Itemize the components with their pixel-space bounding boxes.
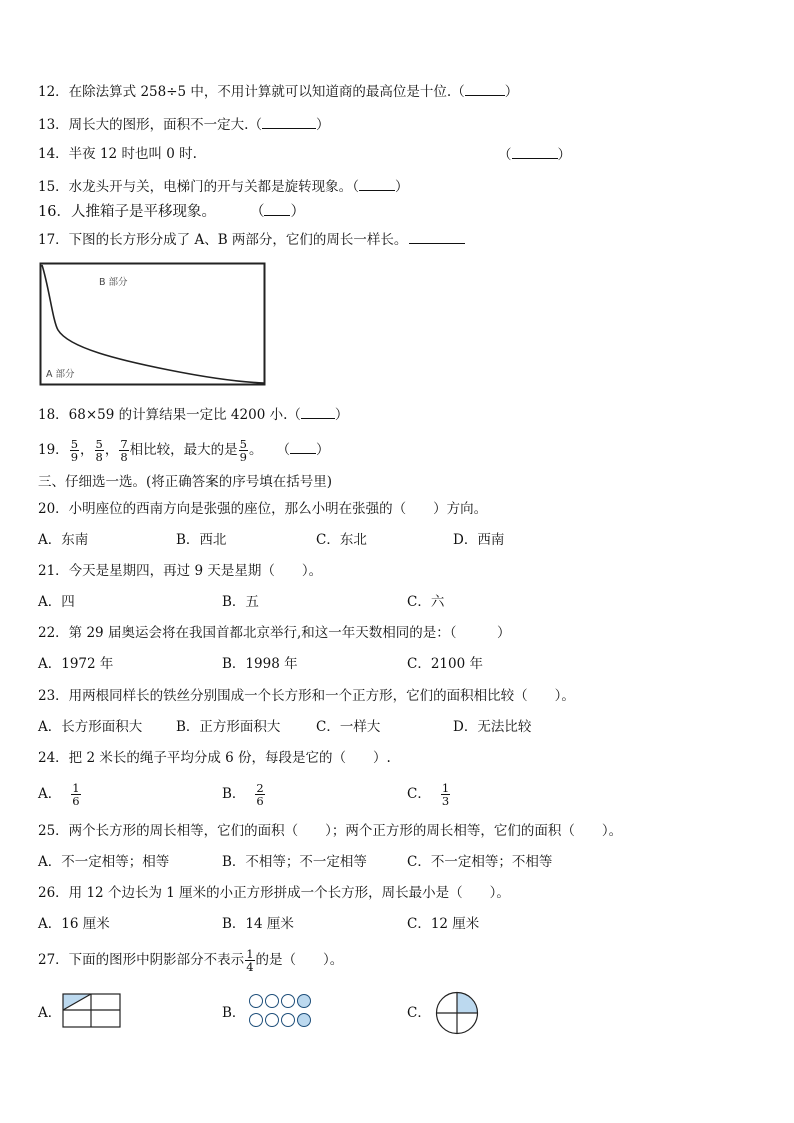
option-a[interactable]: A．长方形面积大 <box>38 719 143 735</box>
option-b[interactable]: B． <box>222 1005 246 1021</box>
option-c[interactable]: C．2100 年 <box>407 656 483 672</box>
fraction: $\frac{1}{3}$ <box>441 781 450 808</box>
option-a[interactable]: A．东南 <box>38 532 89 548</box>
option-c[interactable]: C． <box>407 1005 431 1021</box>
fraction: $\frac{2}{6}$ <box>256 781 264 808</box>
question-15: 15．水龙头开与关，电梯门的开与关都是旋转现象。（ ） <box>38 179 409 195</box>
option-d[interactable]: D．无法比较 <box>453 719 532 735</box>
option-a[interactable]: A．1972 年 <box>38 656 114 672</box>
question-text: 15．水龙头开与关，电梯门的开与关都是旋转现象。 <box>38 179 353 195</box>
fraction: $\frac{5}{9}$ <box>239 437 247 464</box>
question-21: 21．今天是星期四，再过 9 天是星期（ ）。 <box>38 563 323 579</box>
fraction: $\frac{5}{8}$ <box>95 437 103 464</box>
fraction: $\frac{7}{8}$ <box>120 437 128 464</box>
rectangle-quarters-figure[interactable] <box>62 993 122 1029</box>
option-b[interactable]: B．五 <box>222 594 259 610</box>
option-a[interactable]: A． $\frac{1}{6}$ <box>38 781 80 808</box>
question-19: 19． $\frac{5}{9}$ ， $\frac{5}{8}$ ， $\frac{7}{8}$ 相比较，最大的是 $\frac{5}{9}$ 。 （ ） <box>38 437 330 464</box>
answer-blank[interactable] <box>465 82 505 96</box>
answer-blank[interactable] <box>290 440 316 454</box>
answer-blank[interactable] <box>264 202 290 216</box>
fraction: $\frac{1}{6}$ <box>72 781 80 808</box>
question-13: 13．周长大的图形，面积不一定大.（ ） <box>38 117 330 133</box>
option-b[interactable]: B．1998 年 <box>222 656 298 672</box>
question-text: 12．在除法算式 258÷5 中，不用计算就可以知道商的最高位是十位. <box>38 84 452 100</box>
option-a[interactable]: A．四 <box>38 594 75 610</box>
option-a[interactable]: A．16 厘米 <box>38 916 110 932</box>
option-a[interactable]: A． <box>38 1005 62 1021</box>
option-c[interactable]: C．东北 <box>316 532 367 548</box>
shaded-circle <box>298 1014 311 1027</box>
question-22: 22．第 29 届奥运会将在我国首都北京举行,和这一年天数相同的是：（ ） <box>38 625 511 641</box>
option-d[interactable]: D．西南 <box>453 532 505 548</box>
question-23: 23．用两根同样长的铁丝分别围成一个长方形和一个正方形，它们的面积相比较（ ）。 <box>38 688 575 704</box>
option-b[interactable]: B．不相等；不一定相等 <box>222 854 367 870</box>
option-c[interactable]: C．六 <box>407 594 445 610</box>
fraction: $\frac{1}{4}$ <box>246 947 254 974</box>
answer-blank[interactable] <box>262 115 316 129</box>
question-16: 16．人推箱子是平移现象。 （ ） <box>38 204 305 220</box>
shaded-circle <box>298 995 311 1008</box>
question-text: 13．周长大的图形，面积不一定大. <box>38 117 249 133</box>
question-14 <box>38 145 197 163</box>
question-text: 18．68×59 的计算结果一定比 4200 小. <box>38 407 288 423</box>
answer-blank[interactable] <box>301 405 335 419</box>
question-25: 25．两个长方形的周长相等，它们的面积（ ）；两个正方形的周长相等，它们的面积（ ）。 <box>38 823 623 839</box>
option-b[interactable]: B．14 厘米 <box>222 916 294 932</box>
option-c[interactable]: C．不一定相等；不相等 <box>407 854 553 870</box>
fraction: $\frac{5}{9}$ <box>70 437 79 464</box>
question-18: 18．68×59 的计算结果一定比 4200 小.（ ） <box>38 407 349 423</box>
dividing-curve <box>42 265 264 383</box>
question-12: 12．在除法算式 258÷5 中，不用计算就可以知道商的最高位是十位.（ ） <box>38 84 519 100</box>
question-24: 24．把 2 米长的绳子平均分成 6 份，每段是它的（ ）. <box>38 750 391 766</box>
circles-group-figure[interactable] <box>247 992 317 1030</box>
section-heading: 三、仔细选一选。(将正确答案的序号填在括号里) <box>38 474 333 490</box>
option-a[interactable]: A．不一定相等；相等 <box>38 854 170 870</box>
option-c[interactable]: C．一样大 <box>316 719 381 735</box>
question-text: 16．人推箱子是平移现象。 <box>38 204 216 220</box>
circle-quarters-figure[interactable] <box>434 990 480 1036</box>
question-text: 17．下图的长方形分成了 A、B 两部分，它们的周长一样长。 <box>38 232 408 248</box>
answer-blank[interactable] <box>512 145 558 159</box>
question-text: 14．半夜 12 时也叫 0 时. <box>38 146 197 162</box>
option-b[interactable]: B．西北 <box>176 532 227 548</box>
rectangle-divided-figure <box>39 262 267 388</box>
question-14-paren: （ ） <box>498 147 571 163</box>
question-27: 27．下面的图形中阴影部分不表示 $\frac{1}{4}$ 的是（ ）。 <box>38 947 344 974</box>
question-17 <box>38 230 465 249</box>
answer-blank[interactable] <box>359 177 395 191</box>
option-b[interactable]: B．正方形面积大 <box>176 719 281 735</box>
option-c[interactable]: C． $\frac{1}{3}$ <box>407 781 450 808</box>
option-c[interactable]: C．12 厘米 <box>407 916 480 932</box>
label-b-part: B 部分 <box>99 277 128 288</box>
label-a-part: A 部分 <box>46 369 75 380</box>
option-b[interactable]: B． $\frac{2}{6}$ <box>222 781 264 808</box>
answer-blank[interactable] <box>409 230 465 244</box>
question-20: 20．小明座位的西南方向是张强的座位，那么小明在张强的（ ）方向。 <box>38 501 488 517</box>
question-26: 26．用 12 个边长为 1 厘米的小正方形拼成一个长方形，周长最小是（ ）。 <box>38 885 510 901</box>
